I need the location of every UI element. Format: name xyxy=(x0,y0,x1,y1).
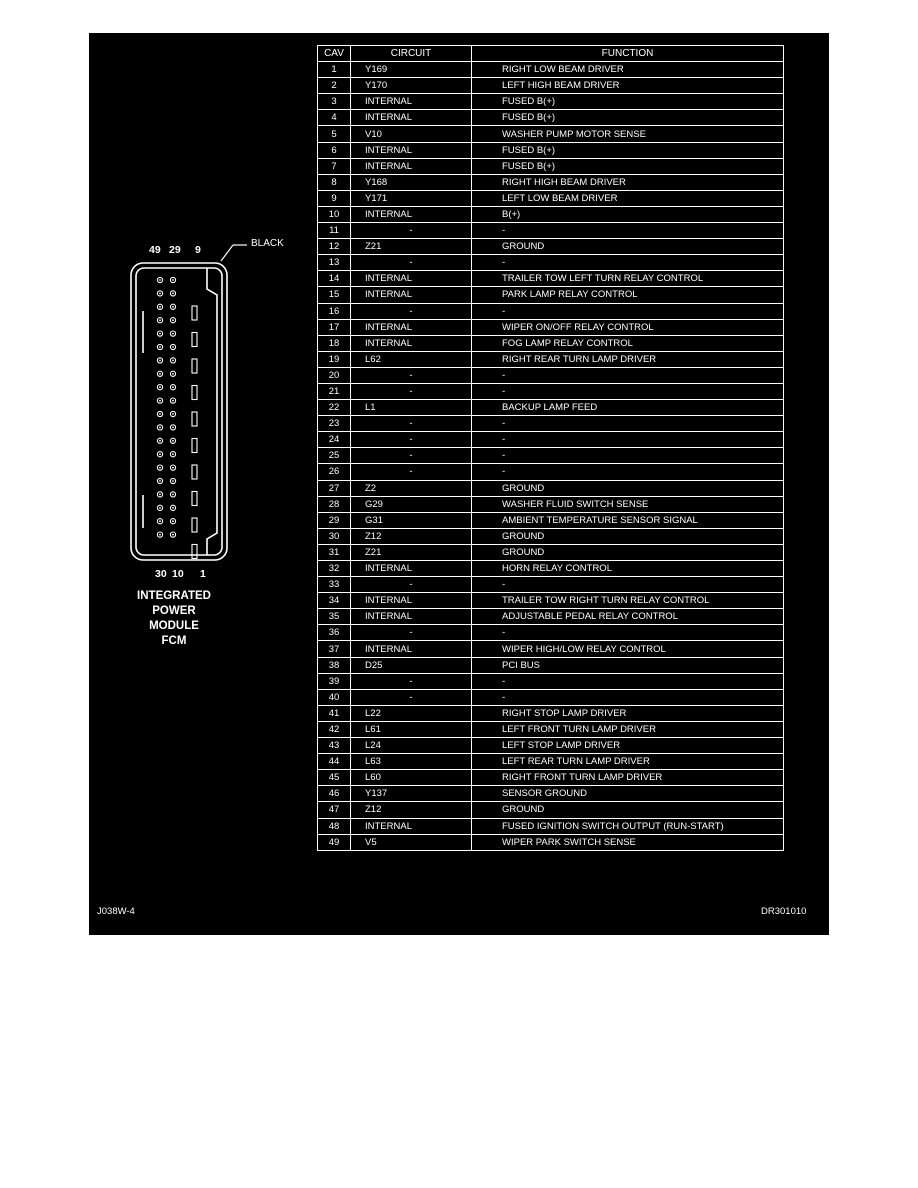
cav-cell: 19 xyxy=(318,351,351,367)
function-cell: RIGHT STOP LAMP DRIVER xyxy=(472,705,784,721)
cav-cell: 48 xyxy=(318,818,351,834)
cav-cell: 23 xyxy=(318,416,351,432)
cav-cell: 31 xyxy=(318,544,351,560)
cav-cell: 12 xyxy=(318,239,351,255)
blade-terminal xyxy=(192,492,197,506)
cav-cell: 3 xyxy=(318,94,351,110)
table-row xyxy=(318,448,784,464)
circuit-cell: - xyxy=(351,223,472,239)
blade-terminal xyxy=(192,359,197,373)
circuit-cell: INTERNAL xyxy=(351,206,472,222)
table-row xyxy=(318,319,784,335)
function-cell: - xyxy=(472,432,784,448)
round-pin-center xyxy=(172,494,174,496)
connector-keyway xyxy=(207,268,217,555)
cav-cell: 38 xyxy=(318,657,351,673)
table-row xyxy=(318,400,784,416)
circuit-cell: - xyxy=(351,464,472,480)
function-cell: FOG LAMP RELAY CONTROL xyxy=(472,335,784,351)
round-pin-center xyxy=(159,440,161,442)
cav-cell: 22 xyxy=(318,400,351,416)
cav-cell: 45 xyxy=(318,770,351,786)
function-cell: - xyxy=(472,303,784,319)
cav-cell: 16 xyxy=(318,303,351,319)
cav-cell: 33 xyxy=(318,577,351,593)
connector xyxy=(121,233,284,593)
round-pin-center xyxy=(159,373,161,375)
round-pin-center xyxy=(159,494,161,496)
cav-cell: 25 xyxy=(318,448,351,464)
connector-drawing xyxy=(121,233,271,593)
circuit-cell: V5 xyxy=(351,834,472,850)
table-row xyxy=(318,271,784,287)
cav-cell: 8 xyxy=(318,174,351,190)
table-row xyxy=(318,625,784,641)
function-cell: PCI BUS xyxy=(472,657,784,673)
function-cell: GROUND xyxy=(472,480,784,496)
function-cell: GROUND xyxy=(472,544,784,560)
header-function: FUNCTION xyxy=(472,46,784,62)
round-pin-center xyxy=(159,386,161,388)
table-row xyxy=(318,786,784,802)
cav-cell: 35 xyxy=(318,609,351,625)
cav-cell: 4 xyxy=(318,110,351,126)
table-row xyxy=(318,528,784,544)
table-row xyxy=(318,78,784,94)
table-row xyxy=(318,287,784,303)
footer-left-code: J038W-4 xyxy=(97,906,135,917)
round-pin-center xyxy=(159,480,161,482)
table-row xyxy=(318,754,784,770)
connector-outer-shell xyxy=(131,263,227,560)
function-cell: - xyxy=(472,383,784,399)
cav-cell: 5 xyxy=(318,126,351,142)
table-row xyxy=(318,609,784,625)
round-pin-center xyxy=(172,279,174,281)
circuit-cell: - xyxy=(351,689,472,705)
circuit-cell: INTERNAL xyxy=(351,609,472,625)
table-row xyxy=(318,689,784,705)
table-row xyxy=(318,641,784,657)
circuit-cell: - xyxy=(351,416,472,432)
circuit-cell: - xyxy=(351,383,472,399)
circuit-cell: INTERNAL xyxy=(351,335,472,351)
circuit-cell: - xyxy=(351,303,472,319)
table-row xyxy=(318,738,784,754)
round-pin-center xyxy=(159,279,161,281)
round-pin-center xyxy=(159,306,161,308)
function-cell: WIPER PARK SWITCH SENSE xyxy=(472,834,784,850)
function-cell: LEFT FRONT TURN LAMP DRIVER xyxy=(472,721,784,737)
cav-cell: 41 xyxy=(318,705,351,721)
circuit-cell: INTERNAL xyxy=(351,593,472,609)
function-cell: - xyxy=(472,625,784,641)
table-row xyxy=(318,673,784,689)
function-cell: AMBIENT TEMPERATURE SENSOR SIGNAL xyxy=(472,512,784,528)
function-cell: - xyxy=(472,448,784,464)
round-pin-center xyxy=(172,346,174,348)
header-cav: CAV xyxy=(318,46,351,62)
round-pin-center xyxy=(172,333,174,335)
circuit-cell: INTERNAL xyxy=(351,561,472,577)
table-row xyxy=(318,705,784,721)
table-row xyxy=(318,303,784,319)
table-row xyxy=(318,480,784,496)
cav-cell: 20 xyxy=(318,367,351,383)
table-row xyxy=(318,561,784,577)
cav-cell: 47 xyxy=(318,802,351,818)
diagram-panel xyxy=(89,33,829,935)
circuit-cell: - xyxy=(351,577,472,593)
leader-line xyxy=(221,245,233,261)
function-cell: - xyxy=(472,577,784,593)
cav-cell: 6 xyxy=(318,142,351,158)
function-cell: FUSED B(+) xyxy=(472,158,784,174)
cav-cell: 37 xyxy=(318,641,351,657)
circuit-cell: INTERNAL xyxy=(351,641,472,657)
function-cell: GROUND xyxy=(472,239,784,255)
module-name-line: POWER xyxy=(152,605,196,617)
round-pin-center xyxy=(159,346,161,348)
round-pin-center xyxy=(172,467,174,469)
table-row xyxy=(318,834,784,850)
circuit-cell: L61 xyxy=(351,721,472,737)
circuit-cell: D25 xyxy=(351,657,472,673)
table-row xyxy=(318,110,784,126)
function-cell: WIPER ON/OFF RELAY CONTROL xyxy=(472,319,784,335)
table-row xyxy=(318,351,784,367)
cav-cell: 28 xyxy=(318,496,351,512)
round-pin-center xyxy=(172,507,174,509)
table-row xyxy=(318,496,784,512)
module-name-line: FCM xyxy=(161,635,187,647)
function-cell: HORN RELAY CONTROL xyxy=(472,561,784,577)
cav-cell: 15 xyxy=(318,287,351,303)
table-row xyxy=(318,190,784,206)
function-cell: LEFT HIGH BEAM DRIVER xyxy=(472,78,784,94)
cav-cell: 1 xyxy=(318,62,351,78)
cav-cell: 29 xyxy=(318,512,351,528)
table-row xyxy=(318,432,784,448)
circuit-cell: Y137 xyxy=(351,786,472,802)
round-pin-center xyxy=(159,319,161,321)
circuit-cell: - xyxy=(351,673,472,689)
cav-cell: 9 xyxy=(318,190,351,206)
cav-cell: 27 xyxy=(318,480,351,496)
function-cell: FUSED B(+) xyxy=(472,110,784,126)
round-pin-center xyxy=(159,413,161,415)
table-row xyxy=(318,206,784,222)
circuit-cell: L63 xyxy=(351,754,472,770)
cav-cell: 26 xyxy=(318,464,351,480)
round-pin-center xyxy=(159,453,161,455)
table-row xyxy=(318,657,784,673)
connector-body xyxy=(131,245,247,560)
pin-label-10: 10 xyxy=(172,568,184,580)
cav-cell: 17 xyxy=(318,319,351,335)
cav-cell: 40 xyxy=(318,689,351,705)
function-cell: - xyxy=(472,416,784,432)
circuit-cell: INTERNAL xyxy=(351,158,472,174)
round-pin-center xyxy=(159,534,161,536)
circuit-cell: Z12 xyxy=(351,802,472,818)
circuit-cell: - xyxy=(351,432,472,448)
cav-cell: 7 xyxy=(318,158,351,174)
blade-terminal xyxy=(192,412,197,426)
function-cell: RIGHT FRONT TURN LAMP DRIVER xyxy=(472,770,784,786)
circuit-cell: G31 xyxy=(351,512,472,528)
table-row xyxy=(318,802,784,818)
function-cell: SENSOR GROUND xyxy=(472,786,784,802)
circuit-cell: L62 xyxy=(351,351,472,367)
pin-label-29: 29 xyxy=(169,244,181,256)
table-row xyxy=(318,383,784,399)
cav-cell: 11 xyxy=(318,223,351,239)
round-pin-center xyxy=(172,319,174,321)
circuit-cell: Z12 xyxy=(351,528,472,544)
circuit-cell: Y169 xyxy=(351,62,472,78)
circuit-cell: Z2 xyxy=(351,480,472,496)
round-pin-center xyxy=(172,373,174,375)
pin-label-30: 30 xyxy=(155,568,167,580)
function-cell: WASHER FLUID SWITCH SENSE xyxy=(472,496,784,512)
pin-label-9: 9 xyxy=(195,244,201,256)
circuit-cell: Z21 xyxy=(351,239,472,255)
table-row xyxy=(318,335,784,351)
table-row xyxy=(318,544,784,560)
circuit-cell: - xyxy=(351,255,472,271)
circuit-cell: L22 xyxy=(351,705,472,721)
round-pin-center xyxy=(172,520,174,522)
blade-terminal xyxy=(192,545,197,559)
blade-terminal xyxy=(192,333,197,347)
function-cell: BACKUP LAMP FEED xyxy=(472,400,784,416)
round-pin-center xyxy=(172,293,174,295)
function-cell: - xyxy=(472,464,784,480)
cav-cell: 13 xyxy=(318,255,351,271)
function-cell: LEFT REAR TURN LAMP DRIVER xyxy=(472,754,784,770)
round-pin-center xyxy=(159,360,161,362)
table-row xyxy=(318,174,784,190)
circuit-cell: V10 xyxy=(351,126,472,142)
cav-cell: 30 xyxy=(318,528,351,544)
cav-cell: 18 xyxy=(318,335,351,351)
table-row xyxy=(318,367,784,383)
module-name-line: MODULE xyxy=(149,620,199,632)
function-cell: TRAILER TOW RIGHT TURN RELAY CONTROL xyxy=(472,593,784,609)
pin-label-1: 1 xyxy=(200,568,206,580)
cav-cell: 36 xyxy=(318,625,351,641)
circuit-cell: - xyxy=(351,448,472,464)
round-pin-center xyxy=(159,427,161,429)
table-row xyxy=(318,770,784,786)
circuit-cell: L24 xyxy=(351,738,472,754)
pin-label-49: 49 xyxy=(149,244,161,256)
footer-right-code: DR301010 xyxy=(761,906,807,917)
table-row xyxy=(318,593,784,609)
function-cell: TRAILER TOW LEFT TURN RELAY CONTROL xyxy=(472,271,784,287)
pin-rows xyxy=(318,62,784,851)
function-cell: FUSED IGNITION SWITCH OUTPUT (RUN-START) xyxy=(472,818,784,834)
round-pin-center xyxy=(159,333,161,335)
circuit-cell: INTERNAL xyxy=(351,94,472,110)
function-cell: - xyxy=(472,689,784,705)
circuit-cell: Z21 xyxy=(351,544,472,560)
function-cell: ADJUSTABLE PEDAL RELAY CONTROL xyxy=(472,609,784,625)
table-row xyxy=(318,126,784,142)
table-row xyxy=(318,239,784,255)
function-cell: WASHER PUMP MOTOR SENSE xyxy=(472,126,784,142)
table-row xyxy=(318,158,784,174)
function-cell: LEFT STOP LAMP DRIVER xyxy=(472,738,784,754)
round-pin-center xyxy=(172,440,174,442)
round-pin-center xyxy=(159,507,161,509)
blade-terminal xyxy=(192,386,197,400)
table-row xyxy=(318,512,784,528)
cav-cell: 21 xyxy=(318,383,351,399)
connector-color-label: BLACK xyxy=(251,238,284,249)
table-row xyxy=(318,62,784,78)
function-cell: RIGHT LOW BEAM DRIVER xyxy=(472,62,784,78)
circuit-cell: INTERNAL xyxy=(351,110,472,126)
table-row xyxy=(318,818,784,834)
cav-cell: 43 xyxy=(318,738,351,754)
function-cell: FUSED B(+) xyxy=(472,94,784,110)
circuit-cell: INTERNAL xyxy=(351,142,472,158)
circuit-cell: INTERNAL xyxy=(351,271,472,287)
blade-terminal xyxy=(192,465,197,479)
function-cell: RIGHT HIGH BEAM DRIVER xyxy=(472,174,784,190)
round-pin-center xyxy=(172,534,174,536)
function-cell: - xyxy=(472,223,784,239)
function-cell: RIGHT REAR TURN LAMP DRIVER xyxy=(472,351,784,367)
cav-cell: 24 xyxy=(318,432,351,448)
circuit-cell: G29 xyxy=(351,496,472,512)
circuit-cell: L1 xyxy=(351,400,472,416)
table-row xyxy=(318,142,784,158)
function-cell: B(+) xyxy=(472,206,784,222)
table-header-row xyxy=(318,46,784,62)
table-row xyxy=(318,721,784,737)
connector-inner-shell xyxy=(136,268,222,555)
round-pin-center xyxy=(172,480,174,482)
cav-cell: 39 xyxy=(318,673,351,689)
connector-pins xyxy=(157,277,197,558)
cav-cell: 46 xyxy=(318,786,351,802)
cav-cell: 2 xyxy=(318,78,351,94)
table-row xyxy=(318,223,784,239)
round-pin-center xyxy=(172,453,174,455)
round-pin-center xyxy=(159,467,161,469)
function-cell: FUSED B(+) xyxy=(472,142,784,158)
header-circuit: CIRCUIT xyxy=(351,46,472,62)
round-pin-center xyxy=(172,427,174,429)
circuit-cell: L60 xyxy=(351,770,472,786)
round-pin-center xyxy=(172,400,174,402)
cav-cell: 10 xyxy=(318,206,351,222)
function-cell: - xyxy=(472,255,784,271)
circuit-cell: INTERNAL xyxy=(351,319,472,335)
blade-terminal xyxy=(192,518,197,532)
round-pin-center xyxy=(159,400,161,402)
round-pin-center xyxy=(159,293,161,295)
cav-cell: 42 xyxy=(318,721,351,737)
table-row xyxy=(318,94,784,110)
blade-terminal xyxy=(192,439,197,453)
circuit-cell: - xyxy=(351,625,472,641)
round-pin-center xyxy=(172,386,174,388)
function-cell: - xyxy=(472,367,784,383)
function-cell: GROUND xyxy=(472,802,784,818)
table-row xyxy=(318,416,784,432)
function-cell: PARK LAMP RELAY CONTROL xyxy=(472,287,784,303)
table-row xyxy=(318,464,784,480)
circuit-cell: Y171 xyxy=(351,190,472,206)
circuit-cell: Y168 xyxy=(351,174,472,190)
module-name xyxy=(129,589,219,649)
circuit-cell: - xyxy=(351,367,472,383)
blade-terminal xyxy=(192,306,197,320)
function-cell: LEFT LOW BEAM DRIVER xyxy=(472,190,784,206)
round-pin-center xyxy=(159,520,161,522)
circuit-cell: INTERNAL xyxy=(351,287,472,303)
function-cell: GROUND xyxy=(472,528,784,544)
round-pin-center xyxy=(172,306,174,308)
round-pin-center xyxy=(172,360,174,362)
module-name-line: INTEGRATED xyxy=(137,590,211,602)
table-row xyxy=(318,255,784,271)
table-row xyxy=(318,577,784,593)
function-cell: WIPER HIGH/LOW RELAY CONTROL xyxy=(472,641,784,657)
pin-table xyxy=(317,45,784,851)
cav-cell: 49 xyxy=(318,834,351,850)
cav-cell: 14 xyxy=(318,271,351,287)
cav-cell: 44 xyxy=(318,754,351,770)
cav-cell: 32 xyxy=(318,561,351,577)
circuit-cell: INTERNAL xyxy=(351,818,472,834)
function-cell: - xyxy=(472,673,784,689)
round-pin-center xyxy=(172,413,174,415)
cav-cell: 34 xyxy=(318,593,351,609)
circuit-cell: Y170 xyxy=(351,78,472,94)
